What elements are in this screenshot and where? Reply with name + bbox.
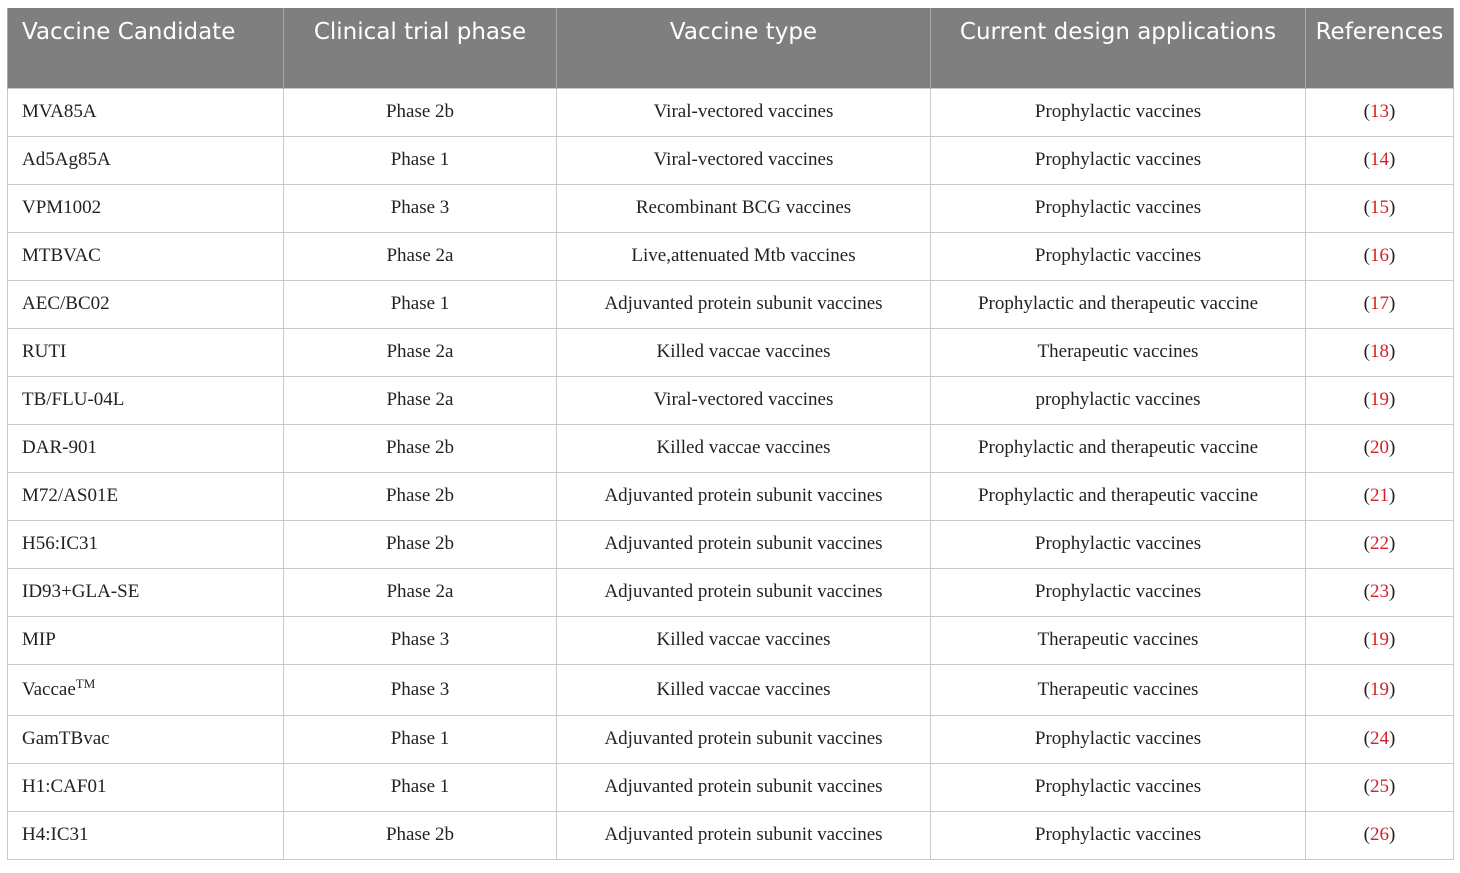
reference-open-paren: (: [1363, 728, 1370, 749]
cell-clinical-trial-phase: Phase 2b: [284, 520, 557, 568]
table-row: [8, 136, 1454, 184]
reference-link[interactable]: 21: [1370, 485, 1389, 506]
table-row: [8, 520, 1454, 568]
reference-link[interactable]: 25: [1370, 776, 1389, 797]
cell-vaccine-type: Adjuvanted protein subunit vaccines: [557, 568, 931, 616]
cell-vaccine-candidate: [8, 232, 284, 280]
table-row: [8, 568, 1454, 616]
candidate-name: GamTBvac: [22, 728, 110, 749]
reference-close-paren: ): [1389, 245, 1396, 266]
cell-reference: [1306, 424, 1454, 472]
cell-vaccine-candidate: [8, 88, 284, 136]
candidate-name: Ad5Ag85A: [22, 149, 111, 170]
reference-link[interactable]: 22: [1370, 533, 1389, 554]
table-row: [8, 664, 1454, 715]
table-row: [8, 184, 1454, 232]
candidate-name: H1:CAF01: [22, 776, 107, 797]
cell-vaccine-candidate: [8, 568, 284, 616]
cell-vaccine-candidate: [8, 664, 284, 715]
cell-design-application: Therapeutic vaccines: [931, 664, 1306, 715]
cell-reference: [1306, 616, 1454, 664]
header-references: References: [1306, 8, 1454, 88]
reference-close-paren: ): [1389, 389, 1396, 410]
reference-open-paren: (: [1363, 245, 1370, 266]
table-row: [8, 424, 1454, 472]
cell-reference: [1306, 184, 1454, 232]
candidate-name: MVA85A: [22, 101, 97, 122]
cell-clinical-trial-phase: Phase 2b: [284, 424, 557, 472]
reference-open-paren: (: [1363, 824, 1370, 845]
cell-vaccine-candidate: [8, 424, 284, 472]
cell-reference: [1306, 763, 1454, 811]
reference-open-paren: (: [1363, 293, 1370, 314]
cell-clinical-trial-phase: Phase 3: [284, 184, 557, 232]
candidate-name: RUTI: [22, 341, 67, 362]
reference-close-paren: ): [1389, 581, 1396, 602]
table-row: [8, 811, 1454, 859]
reference-close-paren: ): [1389, 776, 1396, 797]
cell-design-application: Prophylactic and therapeutic vaccine: [931, 424, 1306, 472]
cell-vaccine-type: Adjuvanted protein subunit vaccines: [557, 472, 931, 520]
candidate-name: DAR-901: [22, 437, 97, 458]
cell-reference: [1306, 472, 1454, 520]
reference-open-paren: (: [1363, 389, 1370, 410]
table-row: [8, 328, 1454, 376]
reference-close-paren: ): [1389, 293, 1396, 314]
cell-design-application: Prophylactic vaccines: [931, 568, 1306, 616]
table-row: [8, 376, 1454, 424]
cell-reference: [1306, 376, 1454, 424]
cell-vaccine-type: Killed vaccae vaccines: [557, 424, 931, 472]
cell-clinical-trial-phase: Phase 2b: [284, 472, 557, 520]
candidate-name: ID93+GLA-SE: [22, 581, 140, 602]
reference-link[interactable]: 23: [1370, 581, 1389, 602]
cell-reference: [1306, 520, 1454, 568]
cell-vaccine-type: Adjuvanted protein subunit vaccines: [557, 715, 931, 763]
cell-vaccine-type: Viral-vectored vaccines: [557, 88, 931, 136]
cell-vaccine-candidate: [8, 184, 284, 232]
cell-reference: [1306, 811, 1454, 859]
reference-open-paren: (: [1363, 678, 1370, 700]
cell-reference: [1306, 568, 1454, 616]
table-row: [8, 280, 1454, 328]
cell-vaccine-candidate: [8, 715, 284, 763]
cell-design-application: Prophylactic vaccines: [931, 88, 1306, 136]
table-row: [8, 472, 1454, 520]
cell-vaccine-type: Killed vaccae vaccines: [557, 328, 931, 376]
table-header: [8, 8, 1454, 88]
cell-vaccine-candidate: [8, 328, 284, 376]
candidate-name: AEC/BC02: [22, 293, 110, 314]
table-row: [8, 616, 1454, 664]
candidate-name: H4:IC31: [22, 824, 89, 845]
cell-clinical-trial-phase: Phase 2b: [284, 811, 557, 859]
cell-design-application: Prophylactic vaccines: [931, 520, 1306, 568]
header-current-design-applications: Current design applications: [931, 8, 1306, 88]
reference-close-paren: ): [1389, 101, 1396, 122]
cell-vaccine-candidate: [8, 136, 284, 184]
cell-reference: [1306, 136, 1454, 184]
cell-design-application: Therapeutic vaccines: [931, 328, 1306, 376]
trademark-superscript: TM: [75, 675, 96, 691]
cell-clinical-trial-phase: Phase 1: [284, 136, 557, 184]
reference-close-paren: ): [1389, 437, 1396, 458]
reference-close-paren: ): [1389, 197, 1396, 218]
cell-vaccine-candidate: [8, 763, 284, 811]
cell-design-application: Prophylactic vaccines: [931, 184, 1306, 232]
cell-clinical-trial-phase: Phase 3: [284, 616, 557, 664]
reference-open-paren: (: [1363, 341, 1370, 362]
cell-vaccine-type: Adjuvanted protein subunit vaccines: [557, 811, 931, 859]
reference-link[interactable]: 26: [1370, 824, 1389, 845]
cell-vaccine-candidate: [8, 376, 284, 424]
cell-clinical-trial-phase: Phase 1: [284, 715, 557, 763]
reference-open-paren: (: [1363, 776, 1370, 797]
cell-vaccine-candidate: [8, 472, 284, 520]
reference-link[interactable]: 16: [1370, 245, 1389, 266]
header-vaccine-type: Vaccine type: [557, 8, 931, 88]
reference-link[interactable]: 15: [1370, 197, 1389, 218]
cell-design-application: Prophylactic vaccines: [931, 715, 1306, 763]
cell-design-application: prophylactic vaccines: [931, 376, 1306, 424]
cell-design-application: Prophylactic and therapeutic vaccine: [931, 472, 1306, 520]
cell-clinical-trial-phase: Phase 1: [284, 280, 557, 328]
cell-vaccine-candidate: [8, 811, 284, 859]
candidate-name: MTBVAC: [22, 245, 101, 266]
reference-open-paren: (: [1363, 629, 1370, 650]
cell-clinical-trial-phase: Phase 1: [284, 763, 557, 811]
reference-link[interactable]: 19: [1370, 678, 1389, 700]
reference-open-paren: (: [1363, 485, 1370, 506]
candidate-name: H56:IC31: [22, 533, 98, 554]
cell-design-application: Prophylactic vaccines: [931, 232, 1306, 280]
reference-link[interactable]: 17: [1370, 293, 1389, 314]
table-body: [8, 88, 1454, 859]
reference-close-paren: ): [1389, 341, 1396, 362]
candidate-name: M72/AS01E: [22, 485, 119, 506]
reference-close-paren: ): [1389, 533, 1396, 554]
cell-vaccine-type: Adjuvanted protein subunit vaccines: [557, 280, 931, 328]
cell-reference: [1306, 280, 1454, 328]
cell-vaccine-type: Viral-vectored vaccines: [557, 136, 931, 184]
candidate-name: TB/FLU-04L: [22, 389, 125, 410]
reference-link[interactable]: 19: [1370, 629, 1389, 650]
cell-clinical-trial-phase: Phase 2a: [284, 232, 557, 280]
cell-vaccine-type: Recombinant BCG vaccines: [557, 184, 931, 232]
cell-clinical-trial-phase: Phase 3: [284, 664, 557, 715]
cell-vaccine-candidate: [8, 280, 284, 328]
cell-reference: [1306, 88, 1454, 136]
cell-clinical-trial-phase: Phase 2a: [284, 376, 557, 424]
vaccine-candidates-table: [7, 8, 1454, 860]
cell-reference: [1306, 328, 1454, 376]
reference-close-paren: ): [1389, 629, 1396, 650]
cell-clinical-trial-phase: Phase 2a: [284, 568, 557, 616]
header-clinical-trial-phase: Clinical trial phase: [284, 8, 557, 88]
reference-close-paren: ): [1389, 678, 1396, 700]
table-row: [8, 763, 1454, 811]
cell-vaccine-type: Adjuvanted protein subunit vaccines: [557, 520, 931, 568]
reference-link[interactable]: 19: [1370, 389, 1389, 410]
table-row: [8, 232, 1454, 280]
cell-vaccine-type: Viral-vectored vaccines: [557, 376, 931, 424]
reference-close-paren: ): [1389, 149, 1396, 170]
cell-clinical-trial-phase: Phase 2a: [284, 328, 557, 376]
candidate-name: VPM1002: [22, 197, 102, 218]
cell-reference: [1306, 664, 1454, 715]
reference-open-paren: (: [1363, 101, 1370, 122]
cell-reference: [1306, 715, 1454, 763]
cell-design-application: Prophylactic vaccines: [931, 763, 1306, 811]
reference-open-paren: (: [1363, 533, 1370, 554]
reference-close-paren: ): [1389, 824, 1396, 845]
reference-link[interactable]: 14: [1370, 149, 1389, 170]
cell-vaccine-candidate: [8, 520, 284, 568]
vaccine-table-container: [7, 8, 1453, 860]
reference-open-paren: (: [1363, 197, 1370, 218]
reference-open-paren: (: [1363, 581, 1370, 602]
reference-open-paren: (: [1363, 149, 1370, 170]
reference-link[interactable]: 24: [1370, 728, 1389, 749]
cell-vaccine-candidate: [8, 616, 284, 664]
reference-close-paren: ): [1389, 728, 1396, 749]
header-vaccine-candidate: Vaccine Candidate: [8, 8, 284, 88]
reference-link[interactable]: 18: [1370, 341, 1389, 362]
candidate-name: Vaccae: [22, 678, 76, 700]
cell-design-application: Prophylactic vaccines: [931, 811, 1306, 859]
reference-close-paren: ): [1389, 485, 1396, 506]
reference-link[interactable]: 20: [1370, 437, 1389, 458]
cell-vaccine-type: Adjuvanted protein subunit vaccines: [557, 763, 931, 811]
cell-clinical-trial-phase: Phase 2b: [284, 88, 557, 136]
cell-reference: [1306, 232, 1454, 280]
reference-link[interactable]: 13: [1370, 101, 1389, 122]
cell-vaccine-type: Killed vaccae vaccines: [557, 616, 931, 664]
cell-design-application: Prophylactic vaccines: [931, 136, 1306, 184]
cell-design-application: Therapeutic vaccines: [931, 616, 1306, 664]
cell-vaccine-type: Killed vaccae vaccines: [557, 664, 931, 715]
cell-design-application: Prophylactic and therapeutic vaccine: [931, 280, 1306, 328]
cell-vaccine-type: Live,attenuated Mtb vaccines: [557, 232, 931, 280]
candidate-name: MIP: [22, 629, 56, 650]
reference-open-paren: (: [1363, 437, 1370, 458]
table-row: [8, 715, 1454, 763]
table-row: [8, 88, 1454, 136]
header-row: [8, 8, 1454, 88]
